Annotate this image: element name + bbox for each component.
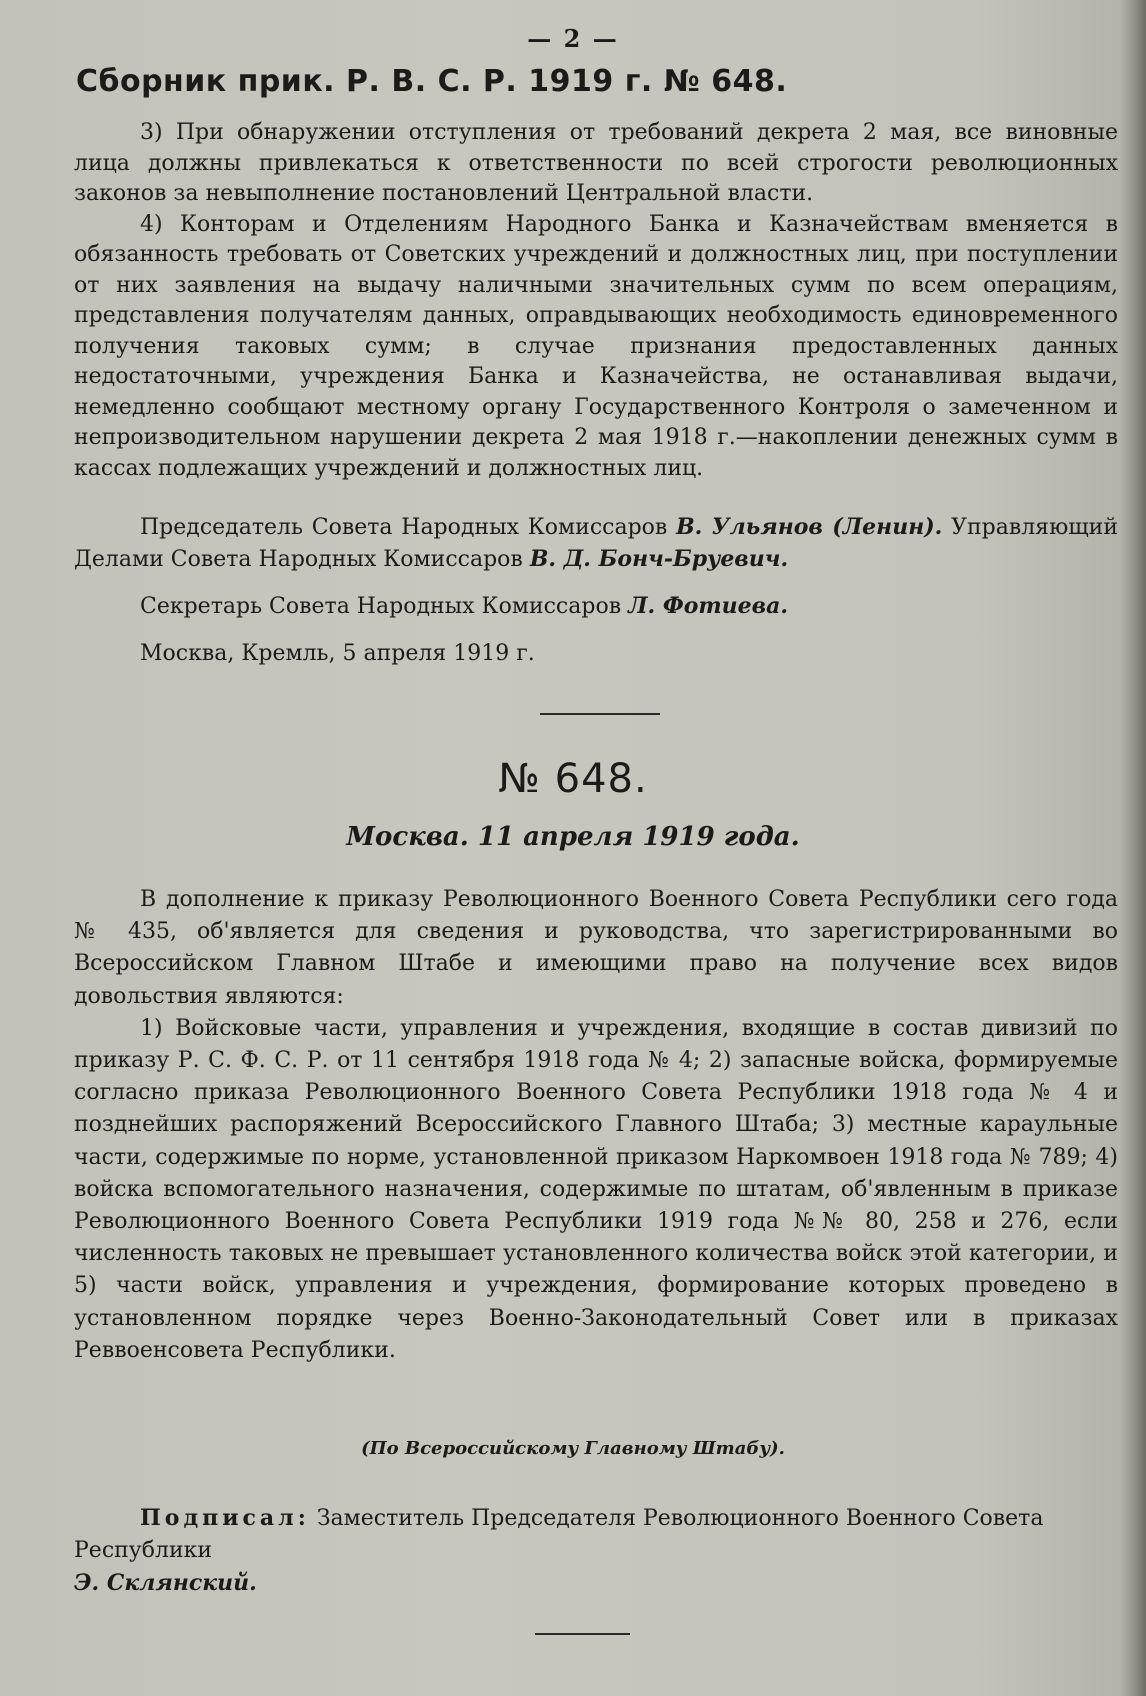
signature-name-fotieva: Л. Фотиева. xyxy=(628,593,789,619)
page-number: — 2 — xyxy=(527,24,619,53)
end-divider xyxy=(535,1633,630,1635)
place-date-line: Москва, Кремль, 5 апреля 1919 г. xyxy=(140,640,535,666)
order-date: Москва. 11 апреля 1919 года. xyxy=(346,822,800,852)
signature-line-chairman: Председатель Совета Народных Комиссаров В. Ульянов (Ленин). Управляющий Делами Совета Народных Комиссаров В. Д. Бонч-Бруевич. xyxy=(74,514,1118,572)
signature-name-bonch: В. Д. Бонч-Бруевич. xyxy=(529,545,789,572)
order-number: № 648. xyxy=(498,756,648,802)
order-paragraph-1: В дополнение к приказу Революционного Военного Совета Республики сего года № 435, об'является для сведения и руководства, что зарегистрированными во Всероссийском Главном Штабе и имеющими право на получение всех видов довольствия являются: xyxy=(74,887,1118,1009)
order-paragraph-2: 1) Войсковые части, управления и учреждения, входящие в состав дивизий по приказу Р. С. Ф. С. Р. от 11 сентября 1918 года № 4; 2) запасные войска, формируемые согласно приказа Революционного Военного Совета Республики 1918 года № 4 и позднейших распоряжений Всероссийского Главного Штаба; 3) местные караульные части, содержимые по норме, установленной приказом Наркомвоен 1918 года № 789; 4) войска вспомогательного назначения, содержимые по штатам, об'явленным в приказе Революционного Военного Совета Республики 1919 года №№ 80, 258 и 276, если численность таковых не превышает установленного количества войск этой категории, и 5) части войск, управления и учреждения, формирование которых проведено в установленном порядке через Военно-Законодательный Совет или в приказах Реввоенсовета Республики. xyxy=(74,1015,1118,1363)
paragraph-3: 3) При обнаружении отступления от требований декрета 2 мая, все виновные лица должны привлекаться к ответственности по всей строгости революционных законов за невыполнение постановлений Центральной власти. xyxy=(74,120,1118,206)
running-header: Сборник прик. Р. В. С. Р. 1919 г. № 648. xyxy=(76,64,788,99)
section-divider xyxy=(540,713,660,715)
signatures-block-2 xyxy=(74,1502,1118,1599)
order-source: (По Всероссийскому Главному Штабу). xyxy=(361,1438,785,1459)
signatures-block-1 xyxy=(74,512,1118,685)
signature-name-lenin: В. Ульянов (Ленин). xyxy=(676,514,943,540)
signed-label: Подписал: xyxy=(140,1505,310,1531)
paragraph-4: 4) Конторам и Отделениям Народного Банка и Казначействам вменяется в обязанность требовать от Советских учреждений и должностных лиц, при поступлении от них заявления на выдачу наличными значительных сумм по всем операциям, представления получателям данных, оправдывающих необходимость единовременного получения таковых сумм; в случае признания предоставленных данных недостаточными, учреждения Банка и Казначейства, не останавливая выдачи, немедленно сообщают местному органу Государственного Контроля о замеченном и непроизводительном нарушении декрета 2 мая 1918 г.—накоплении денежных сумм в кассах подлежащих учреждений и должностных лиц. xyxy=(74,211,1118,481)
section-1 xyxy=(74,118,1118,484)
section-2 xyxy=(74,884,1118,1367)
signature-line-secretary: Секретарь Совета Народных Комиссаров Л. Фотиева. xyxy=(140,593,789,619)
signature-name-sklyansky: Э. Склянский. xyxy=(74,1570,257,1596)
signed-line: Подписал: Заместитель Председателя Революционного Военного Совета Республики xyxy=(74,1505,1044,1563)
